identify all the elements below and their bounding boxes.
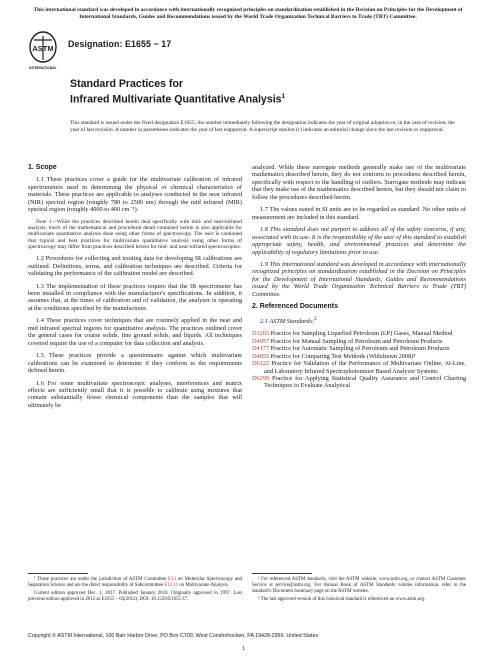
page-number: 1 [242, 645, 246, 652]
footnote-divider [28, 573, 88, 574]
reference-link[interactable]: D6299 [252, 374, 270, 382]
reference-item: D4057 Practice for Manual Sampling of Petroleum and Petroleum Products [252, 337, 443, 345]
note-1: Note 1—While the practices described herein deal specifically with mid- and near-infrared analysis, much of the mathematical and procedural detail contained herein is also applicable for multivariate quantitative analysis done using other forms of spectroscopy. The user is cautioned that typical and best practices for multivariate quantitative analysis using other forms of spectroscopy may differ from practices described herein for mid- and near-infrared spectroscopies. [28, 218, 242, 250]
designation: Designation: E1655 − 17 [68, 39, 172, 49]
title-line-2: Infrared Multivariate Quantitative Analysis$^1$ [70, 92, 286, 106]
svg-text:INTERNATIONAL: INTERNATIONAL [29, 66, 57, 70]
para-1-8: 1.8 This standard does not purport to address all of the safety concerns, if any, associated with its use. It is the responsibility of the user of this standard to establish appropriate safety, health, and environmental practices and determine the applicability of regulatory limitations prior to use. [252, 226, 466, 256]
para-1-6: 1.6 For some multivariate spectroscopic analyses, interferences and matrix effects are sufficiently small that it is possible to calibrate using mixtures that contain substantially fewer chemical components than the samples that will ultimately be [28, 379, 242, 409]
reference-link[interactable]: D6122 [252, 360, 270, 368]
footnote-1-edition: Current edition approved Dec. 1, 2017. Published January 2018. Originally approved in 1997. Last previous edition approved in 2012 as E1655 – 05(2012). DOI: 10.1520/E1655-17. [28, 591, 242, 602]
footnotes-left [28, 577, 242, 605]
para-1-3: 1.3 The implementation of these practices require that the IR spectrometer has been installed in compliance with the manufacturer's specifications. In addition, it assumes that, at the times of calibration and of validation, the analyzer is operating at the conditions specified by the manufacturer. [28, 282, 242, 312]
reference-item: D4177 Practice for Automatic Sampling of Petroleum and Petroleum Products [252, 345, 450, 353]
page-title [70, 78, 285, 106]
right-column [252, 164, 466, 390]
section-heading-scope: 1. Scope [28, 164, 57, 171]
para-1-2: 1.2 Procedures for collecting and treating data for developing IR calibrations are outlined. Definitions, terms, and calibration techniques are described. Criteria for validating the performance of the calibration model are described. [28, 255, 242, 278]
para-1-5: 1.5 These practices provide a questionnaire against which multivariate calibrations can be examined to determine if they conform to the requirements defined herein. [28, 352, 242, 375]
para-1-1: 1.1 These practices cover a guide for the multivariate calibration of infrared spectrometers used in determining the physical or chemical characteristics of materials. These practices are applicable to analyses conducted in the near infrared (NIR) spectral region (roughly 780 to 2500 nm) through the mid infrared (MIR) spectral region (roughly 4000 to 400 cm⁻¹). [28, 176, 242, 214]
reference-link[interactable]: D1265 [252, 330, 270, 338]
reference-link[interactable]: D4177 [252, 345, 270, 353]
left-column [28, 164, 242, 414]
astm-standards-label: 2.1 ASTM Standards:$^2$ [260, 315, 317, 325]
para-1-7: 1.7 The values stated in SI units are to be regarded as standard. No other units of measurement are included in this standard. [252, 206, 466, 221]
committee-link[interactable]: E13 [168, 577, 176, 582]
reference-link[interactable]: D4855 [252, 352, 270, 360]
reference-item: D6299 Practice for Applying Statistical Quality Assurance and Control Charting Techniques to Evaluate Analytical [252, 374, 466, 390]
para-1-9: 1.9 This international standard was developed in accordance with internationally recognized principles on standardization established in the Decision on Principles for the Development of International Standards, Guides and Recommendations issued by the World Trade Organization Technical Barriers to Trade (TBT) Committee. [252, 260, 466, 298]
footnote-3: ³ The last approved version of this historical standard is referenced on www.astm.org. [258, 597, 426, 602]
title-line-1: Standard Practices for [70, 78, 184, 90]
reference-list [252, 330, 466, 390]
footnote-1: ¹ These practices are under the jurisdiction of ASTM Committee E13 on Molecular Spectroscopy and Separation Science and are the direct responsibility of Subcommittee E13.11 on Multivariate Analysis. [28, 577, 242, 588]
section-heading-referenced-documents: 2. Referenced Documents [252, 303, 338, 311]
footnote-divider [252, 573, 312, 574]
astm-logo-icon [28, 30, 58, 74]
para-1-6-continued: analyzed. While these surrogate methods generally make use of the multivariate mathematics described herein, they do not conform to procedures described herein, specifically with respect to the handling of outliers. Surrogate methods may indicate that they make use of the mathematics described herein, but they should not claim to follow the procedures described herein. [252, 164, 466, 201]
tbt-notice: This international standard was developed in accordance with internationally recognized principles on standardization established in the Decision on Principles for the Development of International Standards, Guides and Recommendations issued by the World Trade Organization Technical Barriers to Trade (TBT) Committee. [33, 7, 463, 20]
reference-link[interactable]: D4057 [252, 337, 270, 345]
footnotes-right [252, 577, 466, 605]
reference-item: D6122 Practice for Validation of the Performance of Multivariate Online, At-Line, and Laboratory Infrared Spectrophotometer Based Analyzer Systems [252, 360, 466, 375]
para-1-4: 1.4 These practices cover techniques that are routinely applied in the near and mid infrared spectral regions for quantitative analysis. The practices outlined cover the general cases for coarse solids, fine ground solids, and liquids. All techniques covered require the use of a computer for data collection and analysis. [28, 317, 242, 347]
subcommittee-link[interactable]: E13.11 [164, 583, 179, 588]
copyright-line: Copyright © ASTM International, 100 Barr Harbor Drive, PO Box C700, West Conshohocken, PA 19428-2959. United States [28, 633, 319, 639]
standard-note: This standard is issued under the fixed designation E1655; the number immediately following the designation indicates the year of original adoption or, in the case of revision, the year of last revision. A number in parentheses indicates the year of last reapproval. A superscript epsilon (ε) indicates an editorial change since the last revision or reapproval. [70, 120, 455, 133]
reference-item: D4855 Practice for Comparing Test Methods (Withdrawn 2008)³ [252, 352, 416, 360]
svg-text:ASTM: ASTM [32, 44, 54, 53]
footnote-2: ² For referenced ASTM standards, visit the ASTM website, www.astm.org, or contact ASTM Customer Service at service@astm.org. For Annual Book of ASTM Standards volume information, refer to the standard's Document Summary page on the ASTM website. [252, 577, 466, 594]
reference-item: D1265 Practice for Sampling Liquefied Petroleum (LP) Gases, Manual Method [252, 330, 453, 338]
